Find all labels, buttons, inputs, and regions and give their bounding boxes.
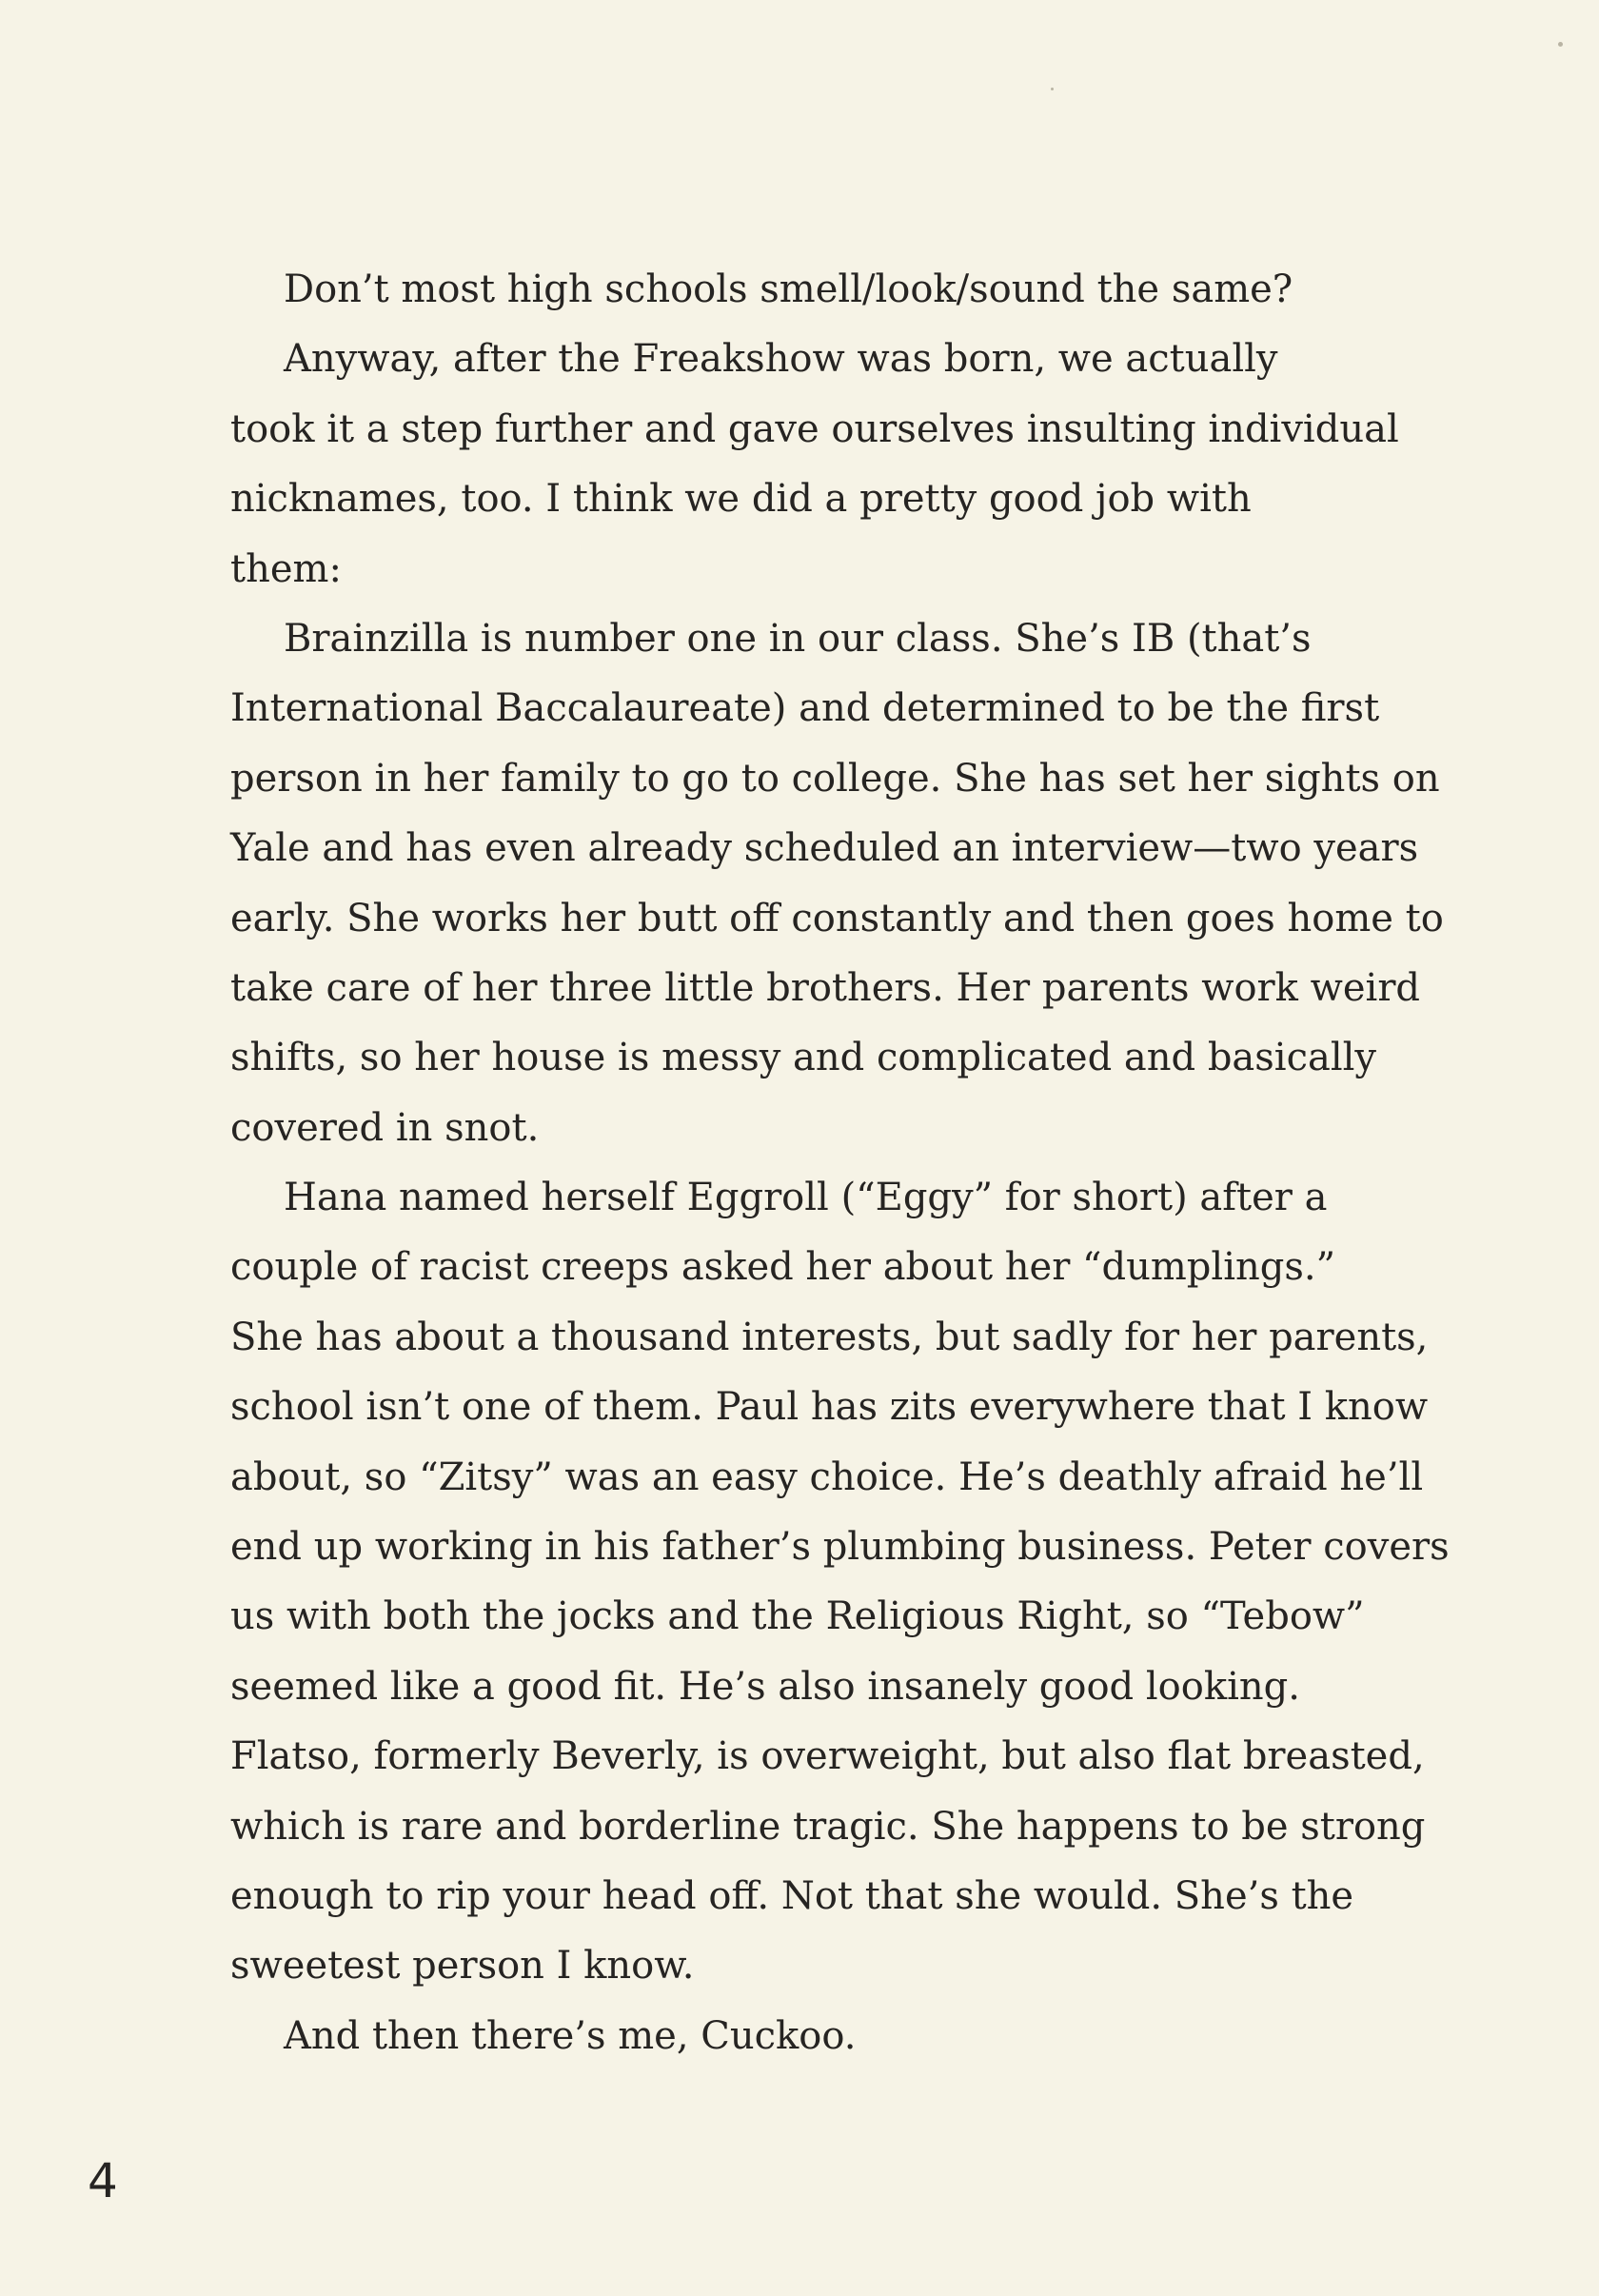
- paper-speck: [1051, 88, 1054, 90]
- text-line: school isn’t one of them. Paul has zits everywhere that I know: [230, 1385, 1429, 1430]
- page-number: 4: [88, 2153, 118, 2208]
- text-line: person in her family to go to college. She has set her sights on: [230, 756, 1440, 801]
- text-line: take care of her three little brothers. Her parents work weird: [230, 965, 1421, 1010]
- text-line: Hana named herself Eggroll (“Eggy” for short) after a: [284, 1176, 1328, 1220]
- text-line: And then there’s me, Cuckoo.: [284, 2013, 857, 2058]
- text-line: enough to rip your head off. Not that she would. She’s the: [230, 1873, 1354, 1918]
- text-line: covered in snot.: [230, 1105, 540, 1150]
- text-line: couple of racist creeps asked her about her “dumplings.”: [230, 1245, 1336, 1290]
- paper-speck: [1558, 42, 1563, 47]
- text-line: Anyway, after the Freakshow was born, we actually: [284, 337, 1278, 382]
- text-line: Don’t most high schools smell/look/sound the same?: [284, 267, 1293, 311]
- text-line: sweetest person I know.: [230, 1944, 695, 1989]
- text-line: them:: [230, 546, 342, 591]
- text-line: Brainzilla is number one in our class. She’s IB (that’s: [284, 616, 1312, 661]
- text-line: early. She works her butt off constantly and then goes home to: [230, 896, 1444, 940]
- text-line: seemed like a good fit. He’s also insanely good looking.: [230, 1664, 1300, 1709]
- text-line: nicknames, too. I think we did a pretty good job with: [230, 477, 1252, 522]
- text-line: shifts, so her house is messy and complicated and basically: [230, 1036, 1377, 1080]
- text-line: Flatso, formerly Beverly, is overweight, but also flat breasted,: [230, 1734, 1425, 1779]
- text-line: took it a step further and gave ourselves insulting individual: [230, 406, 1399, 451]
- text-line: end up working in his father’s plumbing business. Peter covers: [230, 1525, 1450, 1570]
- text-line: which is rare and borderline tragic. She happens to be strong: [230, 1804, 1426, 1849]
- text-line: She has about a thousand interests, but sadly for her parents,: [230, 1315, 1429, 1359]
- text-line: International Baccalaureate) and determined to be the first: [230, 686, 1380, 731]
- text-line: about, so “Zitsy” was an easy choice. He’s deathly afraid he’ll: [230, 1455, 1424, 1499]
- text-line: us with both the jocks and the Religious Right, so “Tebow”: [230, 1594, 1365, 1639]
- body-text: [230, 255, 1450, 2071]
- text-line: Yale and has even already scheduled an interview—two years: [230, 826, 1419, 871]
